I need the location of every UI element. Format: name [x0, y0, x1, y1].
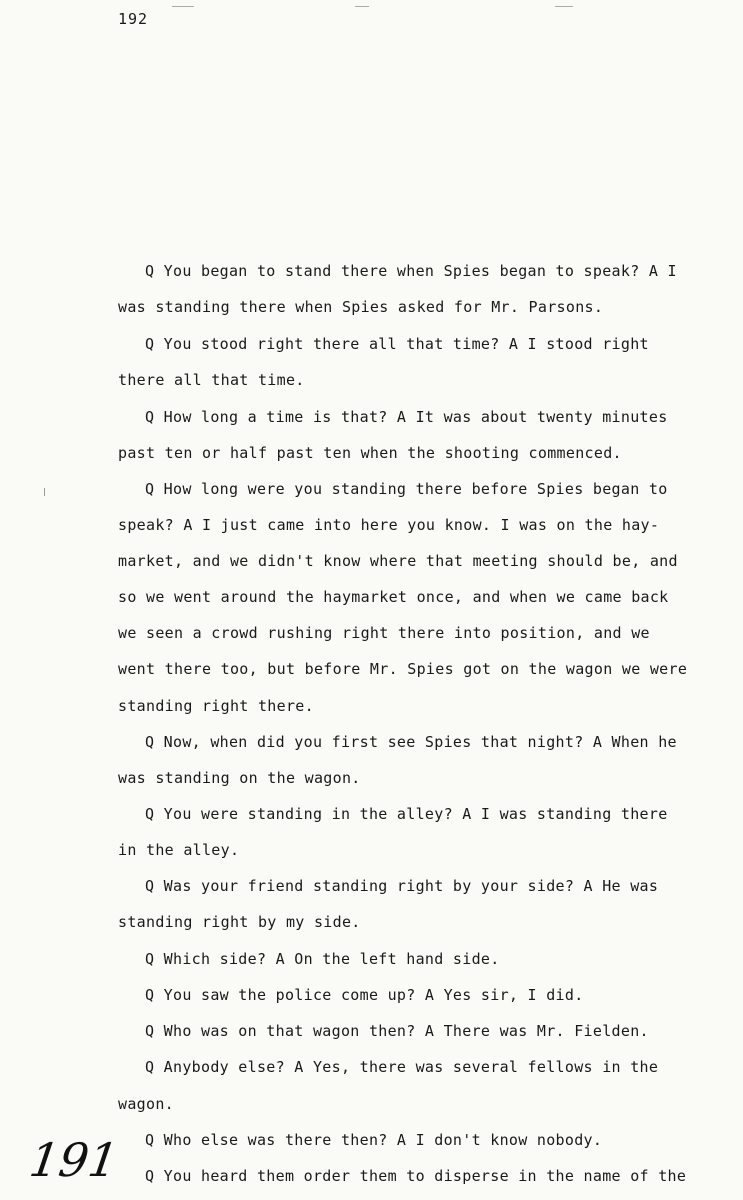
- transcript-line: Q Now, when did you first see Spies that night? A When he: [145, 733, 677, 751]
- transcript-line: standing right by my side.: [118, 913, 361, 931]
- transcript-line: went there too, but before Mr. Spies got on the wagon we were: [118, 660, 688, 678]
- transcript-line: Q Was your friend standing right by your side? A He was: [145, 877, 659, 895]
- transcript-line: speak? A I just came into here you know. I was on the hay-: [118, 516, 660, 534]
- transcript-line: so we went around the haymarket once, and when we came back: [118, 588, 669, 606]
- transcript-line: Q You heard them order them to disperse in the name of the: [145, 1167, 687, 1185]
- transcript-line: Q Which side? A On the left hand side.: [145, 950, 500, 968]
- transcript-line: Q You stood right there all that time? A I stood right: [145, 335, 649, 353]
- transcript-line: in the alley.: [118, 841, 240, 859]
- handwritten-page-number: 191: [26, 1133, 122, 1187]
- transcript-line: was standing there when Spies asked for Mr. Parsons.: [118, 298, 604, 316]
- transcript-line: Q How long were you standing there before Spies began to: [145, 480, 668, 498]
- transcript-line: Q Who was on that wagon then? A There was Mr. Fielden.: [145, 1022, 649, 1040]
- transcript-line: Q Who else was there then? A I don't know nobody.: [145, 1131, 603, 1149]
- transcript-line: wagon.: [118, 1095, 174, 1113]
- transcript-line: Q You saw the police come up? A Yes sir, I did.: [145, 986, 584, 1004]
- transcript-line: market, and we didn't know where that meeting should be, and: [118, 552, 678, 570]
- scan-artifact: [355, 0, 369, 7]
- transcript-line: past ten or half past ten when the shooting commenced.: [118, 444, 622, 462]
- scan-artifact: [172, 0, 194, 7]
- scan-artifact: [44, 488, 45, 496]
- transcript-line: Q You began to stand there when Spies began to speak? A I: [145, 262, 677, 280]
- page-number: 192: [118, 10, 149, 28]
- transcript-line: Q You were standing in the alley? A I was standing there: [145, 805, 668, 823]
- transcript-line: we seen a crowd rushing right there into position, and we: [118, 624, 650, 642]
- transcript-line: standing right there.: [118, 697, 314, 715]
- transcript-line: Q Anybody else? A Yes, there was several fellows in the: [145, 1058, 659, 1076]
- transcript-line: there all that time.: [118, 371, 305, 389]
- transcript-line: Q How long a time is that? A It was about twenty minutes: [145, 408, 668, 426]
- transcript-line: was standing on the wagon.: [118, 769, 361, 787]
- scan-artifact: [555, 0, 573, 7]
